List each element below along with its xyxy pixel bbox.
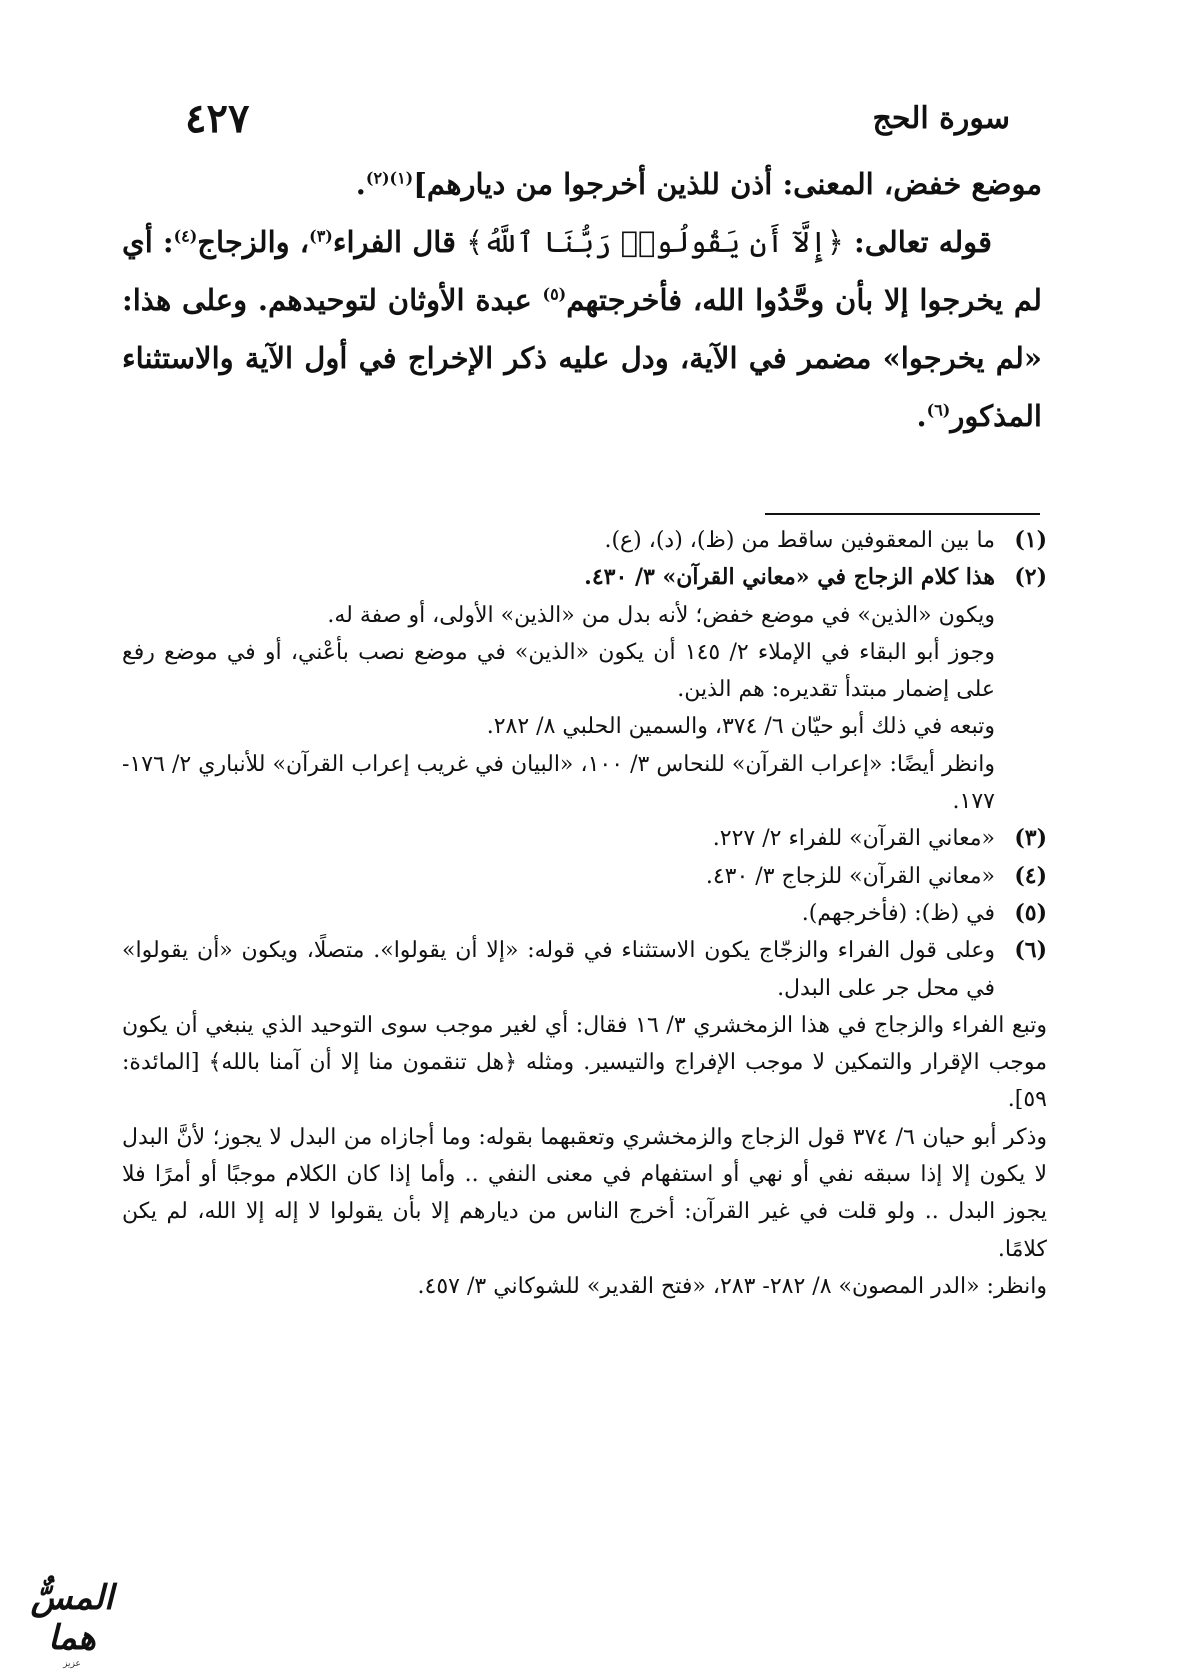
footnote-text: ما بين المعقوفين ساقط من (ظ)، (د)، (ع). bbox=[604, 528, 995, 553]
footnote-3 bbox=[122, 820, 1047, 857]
quran-verse: ﴿إِلَّآ أَن يَقُولُوا۟ رَبُّنَا ٱللَّهُ﴾ bbox=[466, 225, 844, 259]
footnote-1 bbox=[122, 522, 1047, 559]
footnote-separator bbox=[765, 513, 1040, 515]
footnote-2-continuation: وجوز أبو البقاء في الإملاء ٢/ ١٤٥ أن يكون «الذين» في موضع نصب بأعْني، أو في موضع رفع على إضمار مبتدأ تقديره: هم الذين. bbox=[122, 639, 996, 703]
footnote-text: «معاني القرآن» للفراء ٢/ ٢٢٧. bbox=[712, 826, 995, 852]
paragraph-1-end: . bbox=[355, 167, 366, 201]
p2-part-c: ، والزجاج bbox=[197, 225, 310, 259]
footnote-text: وعلى قول الفراء والزجّاج يكون الاستثناء في قوله: «إلا أن يقولوا». متصلًا، ويكون «أن يقولوا» في محل جر على البدل. bbox=[122, 938, 995, 1001]
footnote-number: (٦) bbox=[1014, 937, 1047, 964]
stamp-subtext: عزيز bbox=[63, 1659, 81, 1669]
p2-part-f: . bbox=[916, 399, 927, 433]
surah-title: سورة الحج bbox=[872, 100, 1010, 136]
footnote-2 bbox=[122, 559, 1047, 596]
footnote-text: هذا كلام الزجاج في «معاني القرآن» ٣/ ٤٣٠. bbox=[584, 564, 995, 591]
footnote-6-continuation: وذكر أبو حيان ٦/ ٣٧٤ قول الزجاج والزمخشري وتعقبهما بقوله: وما أجازاه من البدل لا يجوز؛ لأنَّ البدل لا يكون إلا إذا سبقه نفي أو نهي أو استفهام في معنى النفي .. وأما إذا كان الكلام موجبًا أو أمرًا فلا يجوز البدل .. ولو قلت في غير القرآن: أخرج الناس من ديارهم إلا بأن يقولوا لا إله إلا الله، لم يكن كلامًا. bbox=[122, 1124, 1047, 1262]
footnote-number: (١) bbox=[1014, 527, 1047, 553]
footnote-2-continuation: وتبعه في ذلك أبو حيّان ٦/ ٣٧٤، والسمين الحلبي ٨/ ٢٨٢. bbox=[486, 714, 995, 740]
footnotes bbox=[122, 522, 1047, 1305]
footnote-2-continuation: ويكون «الذين» في موضع خفض؛ لأنه بدل من «الذين» الأولى، أو صفة له. bbox=[327, 602, 995, 628]
paragraph-1 bbox=[122, 155, 1042, 213]
footnote-2-continuation: وانظر أيضًا: «إعراب القرآن» للنحاس ٣/ ١٠٠، «البيان في غريب إعراب القرآن» للأنباري ٢/ ١٧٦- ١٧٧. bbox=[122, 751, 996, 815]
stamp-text: المسٌّ هما bbox=[30, 1578, 114, 1658]
page-number: ٤٢٧ bbox=[185, 94, 250, 142]
footnote-number: (٤) bbox=[1014, 862, 1047, 889]
p2-part-b: قال الفراء bbox=[332, 225, 467, 259]
footnote-text: «معاني القرآن» للزجاج ٣/ ٤٣٠. bbox=[705, 863, 995, 889]
footnote-6 bbox=[122, 932, 1047, 1007]
footnote-ref-5: (٥) bbox=[542, 284, 567, 304]
footnote-ref-1-2: (١)(٢) bbox=[365, 168, 414, 188]
footnote-ref-3: (٣) bbox=[309, 226, 333, 246]
p2-part-d: : أي لم يخرجوا إلا بأن وحَّدُوا الله، فأخرجتهم bbox=[122, 225, 1042, 317]
page-header bbox=[185, 88, 1010, 148]
footnote-4 bbox=[122, 858, 1047, 895]
footnote-text: في (ظ): (فأخرجهم). bbox=[801, 900, 995, 926]
footnote-number: (٥) bbox=[1014, 899, 1047, 926]
library-stamp bbox=[12, 1578, 132, 1669]
footnote-6-continuation: وتبع الفراء والزجاج في هذا الزمخشري ٣/ ١٦ فقال: أي لغير موجب سوى التوحيد الذي ينبغي أن يكون موجب الإقرار والتمكين لا موجب الإفراج والتيسير. ومثله ﴿هل تنقمون منا إلا أن آمنا بالله﴾ [المائدة: ٥٩]. bbox=[122, 1012, 1048, 1113]
footnote-ref-4: (٤) bbox=[173, 226, 198, 246]
p2-part-e: عبدة الأوثان لتوحيدهم. وعلى هذا: «لم يخرجوا» مضمر في الآية، ودل عليه ذكر الإخراج في أول الآية والاستثناء المذكور bbox=[122, 283, 1042, 433]
footnote-ref-6: (٦) bbox=[926, 400, 951, 420]
footnote-6-continuation: وانظر: «الدر المصون» ٨/ ٢٨٢- ٢٨٣، «فتح القدير» للشوكاني ٣/ ٤٥٧. bbox=[417, 1273, 1047, 1299]
footnote-number: (٣) bbox=[1014, 825, 1047, 852]
paragraph-2 bbox=[122, 213, 1042, 445]
footnote-5 bbox=[122, 895, 1047, 932]
paragraph-1-text: موضع خفض، المعنى: أذن للذين أخرجوا من ديارهم] bbox=[413, 167, 1042, 201]
footnote-number: (٢) bbox=[1014, 564, 1047, 591]
p2-part-a: قوله تعالى: bbox=[843, 225, 993, 259]
main-text bbox=[122, 155, 1042, 445]
